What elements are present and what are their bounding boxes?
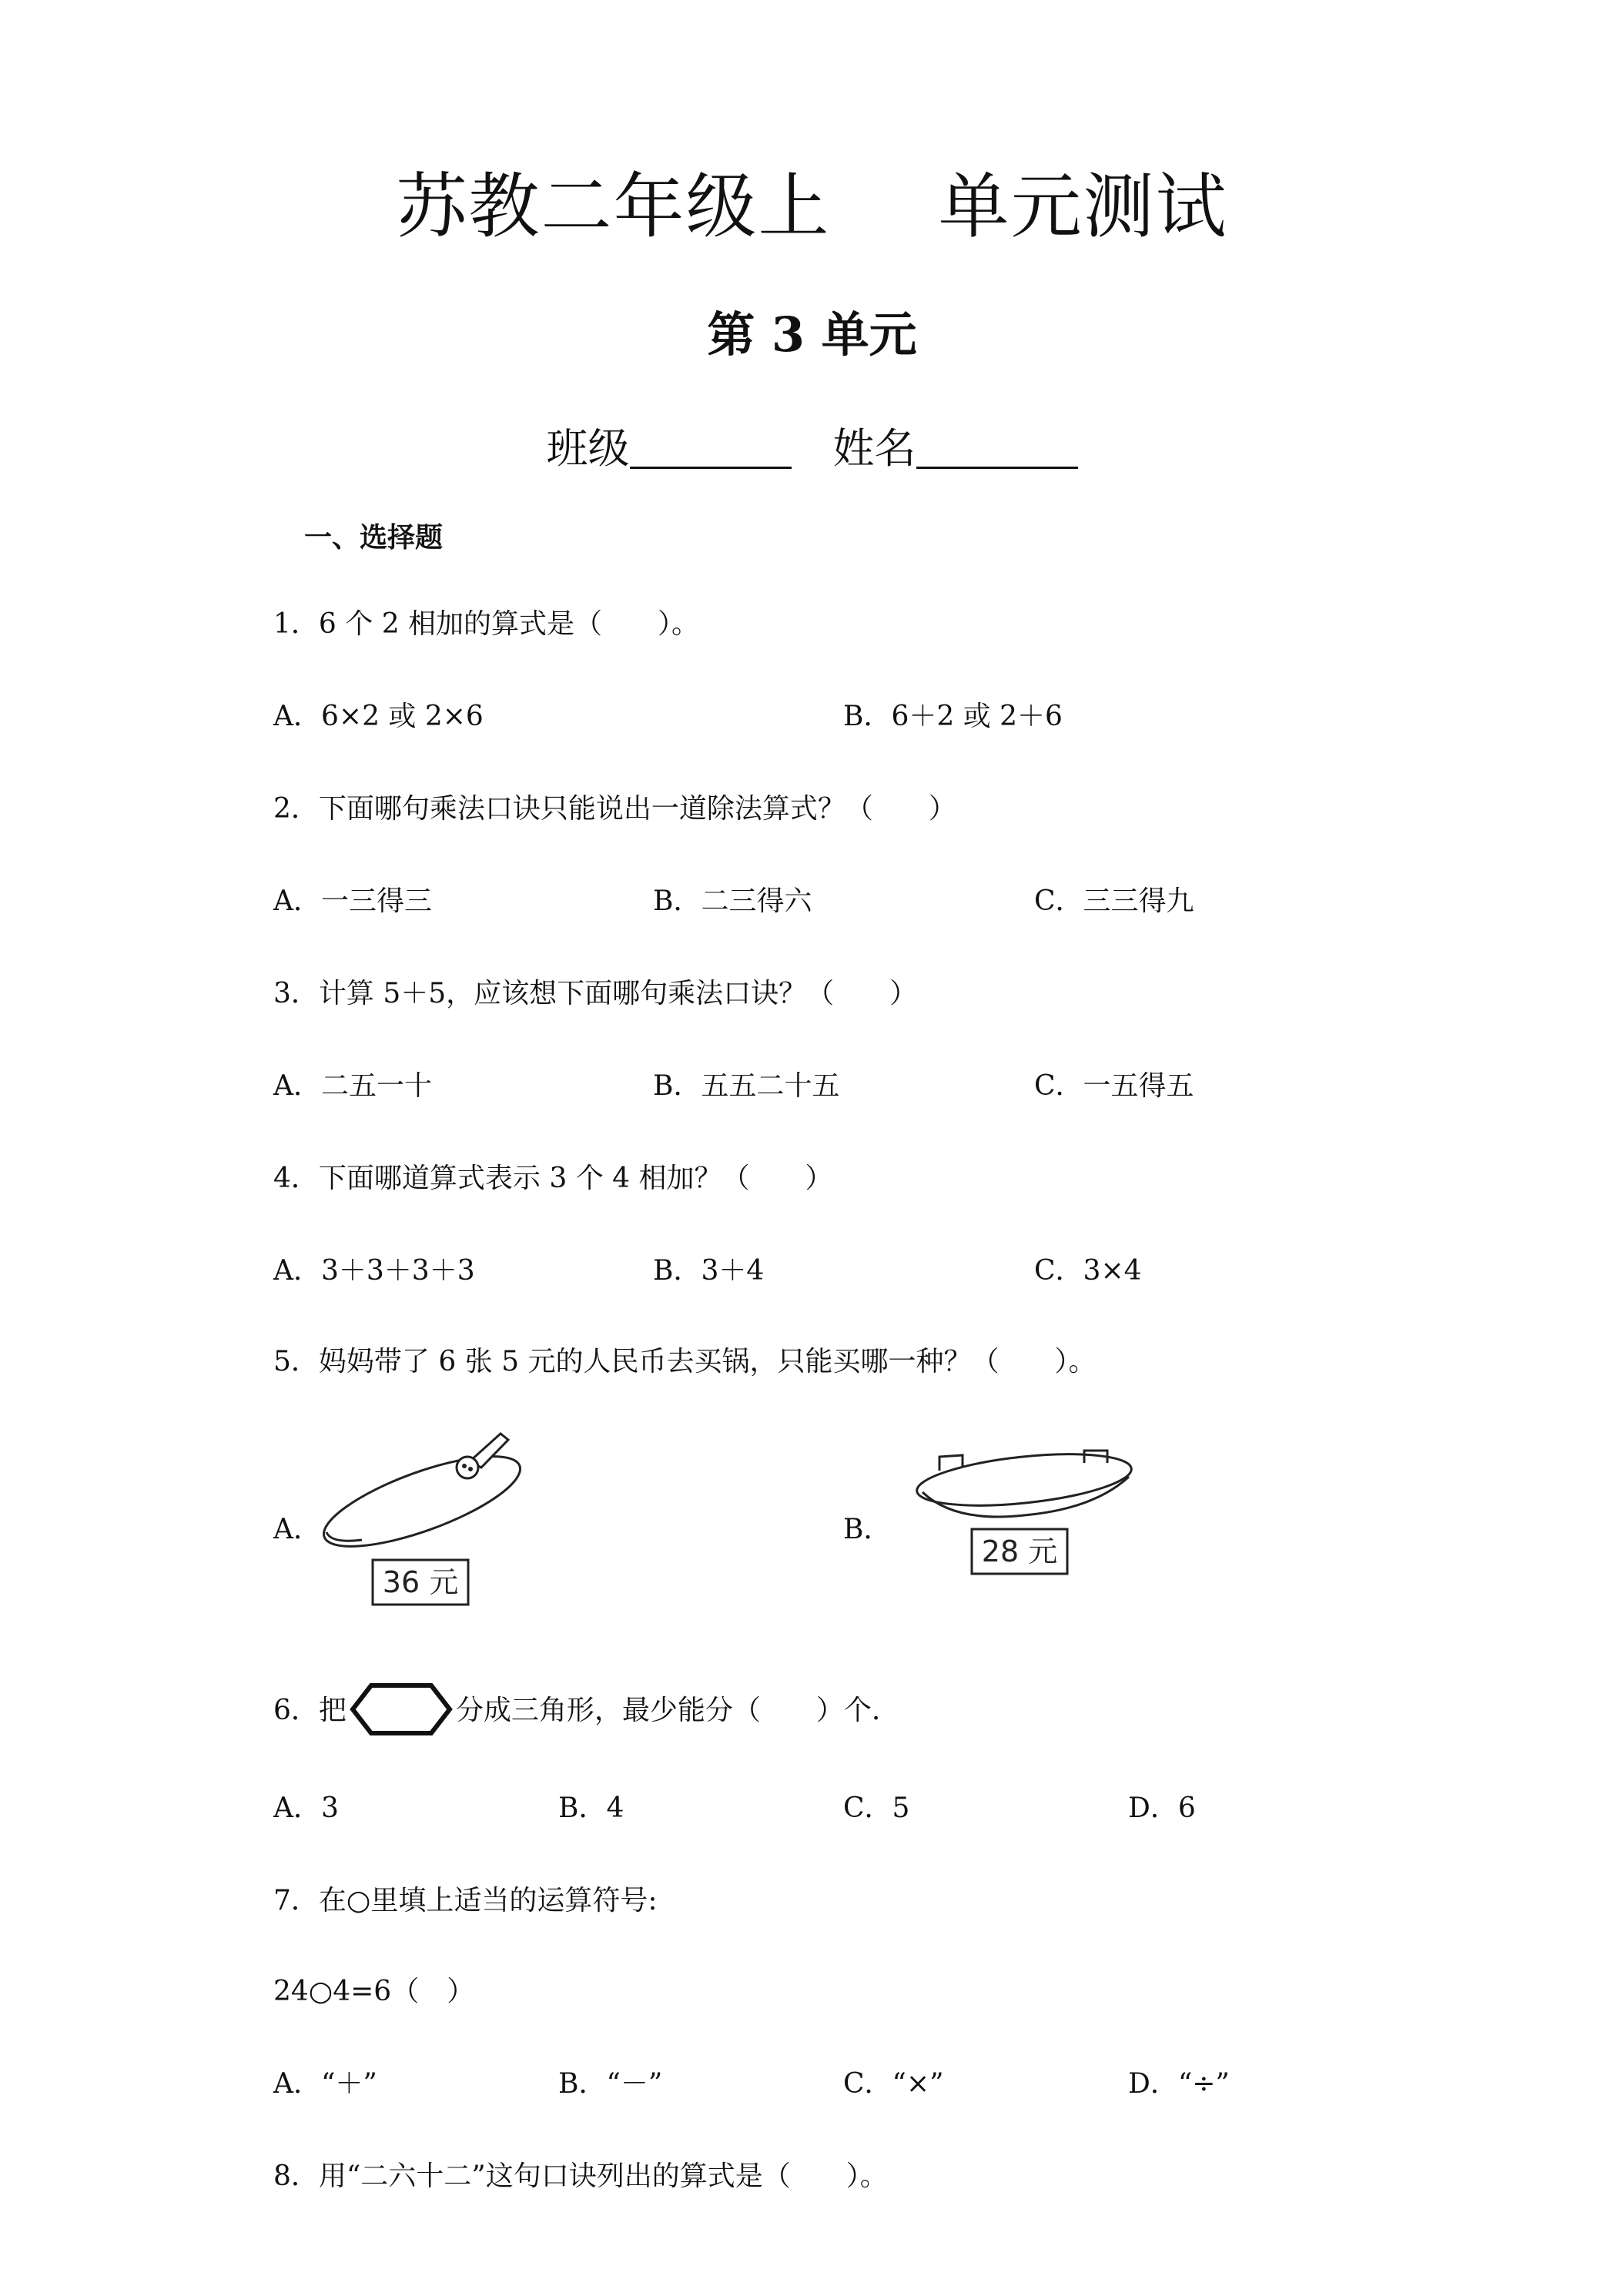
question-4: 4．下面哪道算式表示 3 个 4 相加？（ ） [273, 1163, 833, 1194]
q5-option-a: A． [273, 1514, 321, 1545]
q6-option-d: D．6 [1128, 1792, 1196, 1824]
question-2: 2．下面哪句乘法口诀只能说出一道除法算式？（ ） [273, 793, 956, 825]
name-blank [916, 425, 1078, 469]
q7-option-a: A．“＋” [273, 2068, 377, 2100]
price-a: 36 元 [382, 1565, 459, 1599]
question-3: 3．计算 5＋5，应该想下面哪句乘法口诀？（ ） [273, 978, 918, 1009]
title-right: 单元测试 [938, 166, 1228, 248]
q3-option-b: B．五五二十五 [653, 1070, 840, 1102]
price-b: 28 元 [981, 1535, 1058, 1568]
q5-option-b: B． [843, 1514, 892, 1545]
question-1: 1．6 个 2 相加的算式是（ ）。 [273, 608, 700, 640]
class-label: 班级 [546, 424, 630, 473]
hexagon-icon [350, 1682, 453, 1736]
q6-stem-after: 分成三角形，最少能分（ ）个. [455, 1695, 881, 1726]
q2-option-b: B．二三得六 [653, 885, 812, 917]
name-label: 姓名 [832, 424, 916, 473]
unit-subtitle: 第 3 单元 [707, 306, 917, 363]
q1-option-b: B．6＋2 或 2＋6 [843, 701, 1063, 732]
student-info-line [0, 416, 1624, 475]
q7-expression: 24○4=6（ ） [273, 1976, 475, 2007]
q4-option-c: C．3×4 [1034, 1255, 1142, 1287]
q7-option-d: D．“÷” [1128, 2068, 1230, 2100]
q3-option-a: A．二五一十 [273, 1070, 432, 1102]
q6-option-c: C．5 [843, 1792, 910, 1824]
q3-option-c: C．一五得五 [1034, 1070, 1194, 1102]
class-blank [630, 425, 792, 469]
page-title [0, 150, 1624, 252]
wok-b-image [909, 1432, 1140, 1602]
question-6 [273, 1682, 880, 1736]
q2-option-a: A．一三得三 [273, 885, 432, 917]
q4-option-b: B．3＋4 [653, 1255, 765, 1287]
q7-option-b: B．“－” [558, 2068, 663, 2100]
title-left: 苏教二年级上 [396, 166, 831, 248]
q7-option-c: C．“×” [843, 2068, 944, 2100]
section-title: 一、选择题 [304, 522, 444, 554]
wok-a-image [316, 1424, 547, 1617]
q6-stem-before: 6．把 [273, 1695, 347, 1726]
q6-option-a: A．3 [273, 1792, 339, 1824]
question-8: 8．用“二六十二”这句口诀列出的算式是（ ）。 [273, 2160, 888, 2192]
q4-option-a: A．3＋3＋3＋3 [273, 1255, 475, 1287]
question-5: 5．妈妈带了 6 张 5 元的人民币去买锅，只能买哪一种？（ ）。 [273, 1346, 1097, 1377]
question-7: 7．在○里填上适当的运算符号: [273, 1885, 658, 1916]
q6-option-b: B．4 [558, 1792, 624, 1824]
q2-option-c: C．三三得九 [1034, 885, 1194, 917]
q1-option-a: A．6×2 或 2×6 [273, 701, 484, 732]
